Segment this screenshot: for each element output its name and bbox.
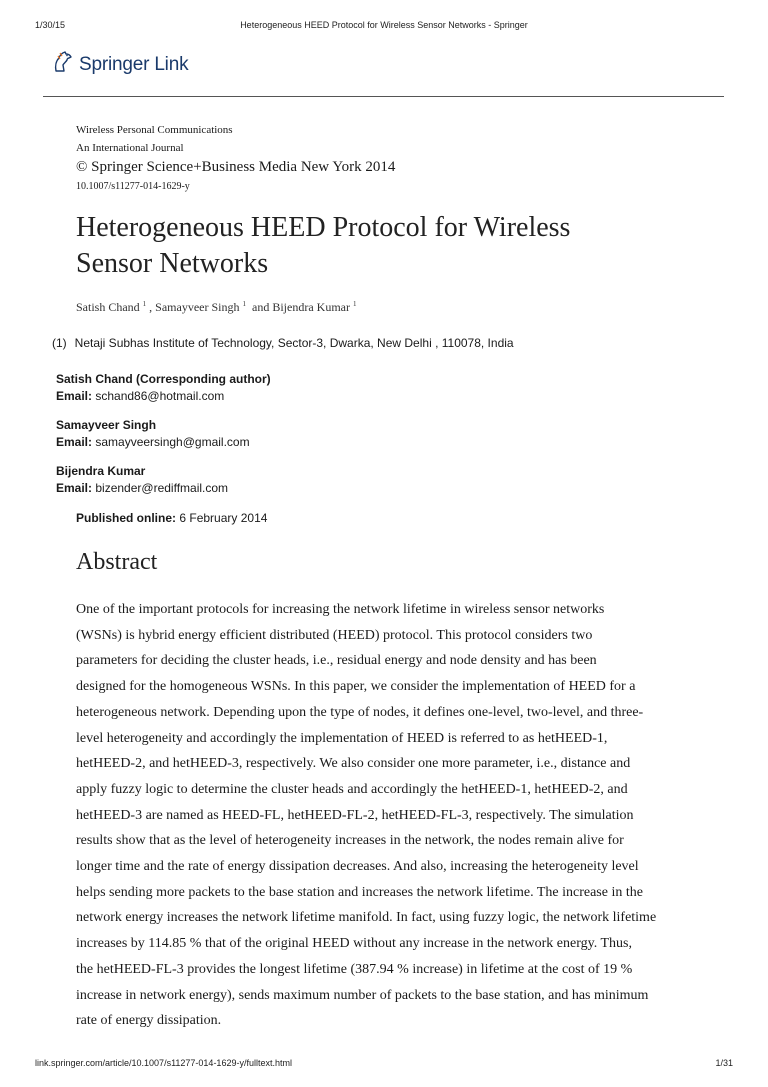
print-url: link.springer.com/article/10.1007/s11277-014-1629-y/fulltext.html xyxy=(35,1058,292,1068)
published-label: Published online: xyxy=(76,511,177,525)
email-label: Email: xyxy=(56,389,93,403)
springer-link-logo[interactable] xyxy=(52,50,188,79)
abstract-line: hetHEED-2, and hetHEED-3, respectively. We also consider one more parameter, i.e., distance and xyxy=(76,756,631,772)
abstract-line: One of the important protocols for increasing the network lifetime in wireless sensor networks xyxy=(76,602,605,617)
affiliation-text: Netaji Subhas Institute of Technology, Sector-3, Dwarka, New Delhi , 110078, India xyxy=(74,336,514,350)
author-name[interactable]: Samayveer Singh xyxy=(155,300,240,314)
contact-name: Samayveer Singh xyxy=(56,418,157,432)
logo-suffix: Link xyxy=(154,53,189,75)
article-title xyxy=(76,210,716,282)
email-label: Email: xyxy=(56,481,93,495)
abstract-line: level heterogeneity and accordingly the implementation of HEED is referred to as hetHEED-1, xyxy=(76,730,608,746)
abstract-line: increases by 114.85 % that of the original HEED without any increase in the network energy. Thus, xyxy=(76,936,632,952)
abstract-line: apply fuzzy logic to determine the cluster heads and accordingly the hetHEED-1, hetHEED-2, and xyxy=(76,781,628,797)
abstract-line: rate of energy dissipation. xyxy=(76,1013,222,1029)
author-separator: and xyxy=(246,300,273,314)
title-line-1: Heterogeneous HEED Protocol for Wireless xyxy=(76,212,571,243)
abstract-line: longer time and the rate of energy dissipation decreases. And also, increasing the heterogeneity level xyxy=(76,859,639,875)
abstract-line: network energy increases the network lifetime manifold. In fact, using fuzzy logic, the network lifetime xyxy=(76,910,657,926)
abstract-line: hetHEED-3 are named as HEED-FL, hetHEED-FL-2, hetHEED-FL-3, respectively. The simulation xyxy=(76,807,634,823)
contact-email[interactable]: samayveersingh@gmail.com xyxy=(95,435,250,449)
journal-subtitle: An International Journal xyxy=(76,142,184,154)
abstract-line: results show that as the level of heterogeneity increases in the network, the nodes remain alive for xyxy=(76,833,624,849)
print-date: 1/30/15 xyxy=(35,20,66,30)
contact-block xyxy=(56,463,228,497)
abstract-line: helps sending more packets to the base station and increases the network lifetime. The increase in the xyxy=(76,884,643,900)
affiliation xyxy=(52,336,514,350)
author-affil-ref[interactable]: 1 xyxy=(242,300,246,308)
doi: 10.1007/s11277-014-1629-y xyxy=(76,181,190,192)
contact-name: Bijendra Kumar xyxy=(56,464,146,478)
affiliation-number: (1) xyxy=(52,336,67,350)
abstract-heading: Abstract xyxy=(76,549,158,575)
title-line-2: Sensor Networks xyxy=(76,248,269,279)
abstract-line: parameters for deciding the cluster heads, i.e., residual energy and node density and has been xyxy=(76,653,597,669)
logo-wordmark xyxy=(79,54,188,76)
published-online xyxy=(76,511,267,525)
copyright-notice: © Springer Science+Business Media New York 2014 xyxy=(76,159,396,175)
author-separator: , xyxy=(146,300,156,314)
author-affil-ref[interactable]: 1 xyxy=(142,300,147,308)
author-name[interactable]: Satish Chand xyxy=(76,300,140,314)
contact-name: Satish Chand (Corresponding author) xyxy=(56,372,271,386)
author-affil-ref[interactable]: 1 xyxy=(352,300,357,308)
abstract-line: heterogeneous network. Depending upon the type of nodes, it defines one-level, two-level, and three- xyxy=(76,704,644,720)
author-list xyxy=(76,300,356,315)
author-name[interactable]: Bijendra Kumar xyxy=(272,300,350,314)
print-page-title: Heterogeneous HEED Protocol for Wireless Sensor Networks - Springer xyxy=(240,20,528,30)
logo-brand: Springer xyxy=(79,53,150,75)
abstract-line: increase in network energy), sends maximum number of packets to the base station, and has minimum xyxy=(76,987,649,1003)
print-page-number: 1/31 xyxy=(715,1058,733,1068)
published-date: 6 February 2014 xyxy=(179,511,268,525)
abstract-body xyxy=(76,597,722,1034)
contact-email[interactable]: schand86@hotmail.com xyxy=(95,389,225,403)
contact-email[interactable]: bizender@rediffmail.com xyxy=(95,481,229,495)
abstract-line: the hetHEED-FL-3 provides the longest lifetime (387.94 % increase) in lifetime at the cost of 19 % xyxy=(76,961,633,977)
contact-block xyxy=(56,417,250,451)
journal-name[interactable]: Wireless Personal Communications xyxy=(76,124,233,136)
contact-block xyxy=(56,371,271,405)
abstract-line: (WSNs) is hybrid energy efficient distributed (HEED) protocol. This protocol considers two xyxy=(76,627,593,643)
abstract-line: designed for the homogeneous WSNs. In this paper, we consider the implementation of HEED for a xyxy=(76,679,636,695)
email-label: Email: xyxy=(56,435,93,449)
springer-horse-icon xyxy=(52,50,74,79)
header-divider xyxy=(43,96,724,97)
